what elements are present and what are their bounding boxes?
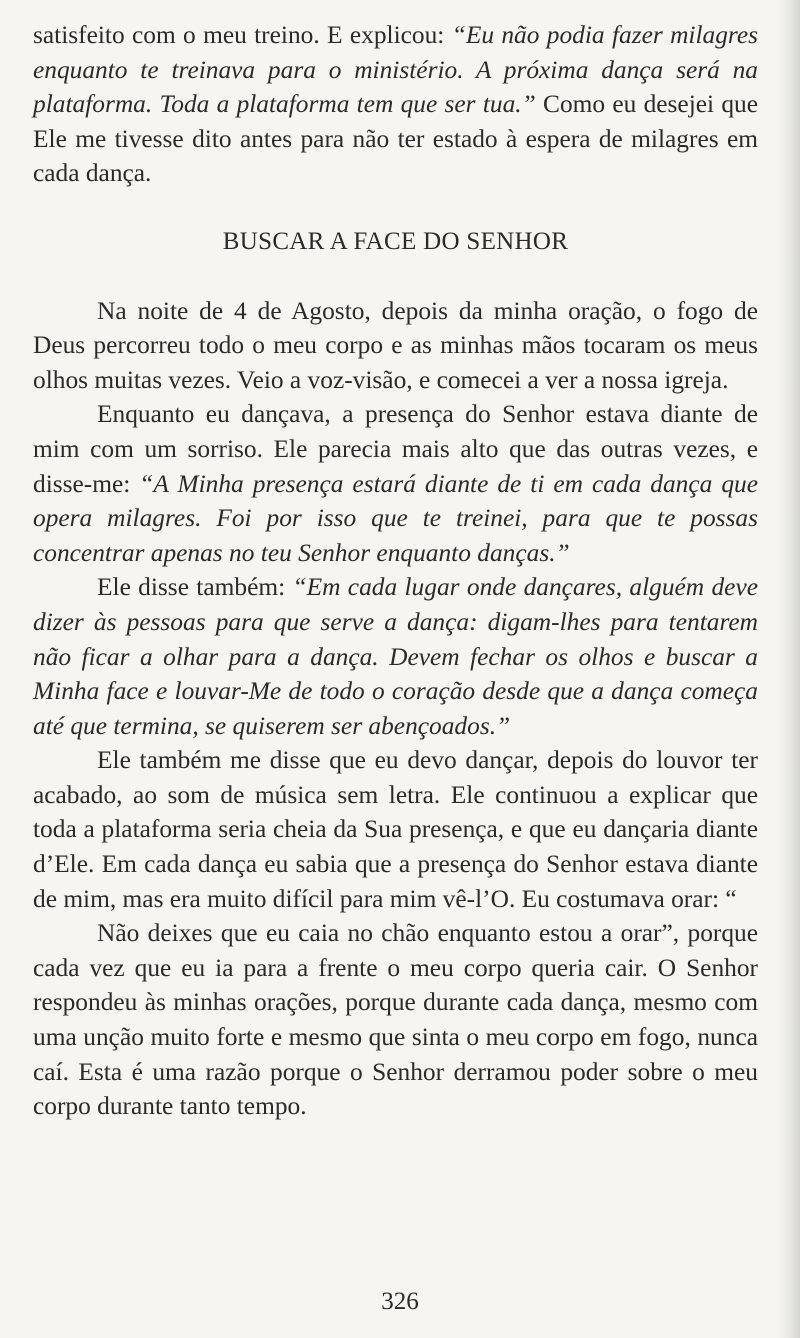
paragraph: [33, 743, 758, 916]
paragraph-text: satisfeito com o meu treino. E explicou:: [33, 21, 452, 49]
book-page-body: [33, 18, 758, 1124]
page-number: 326: [381, 1288, 419, 1315]
paragraph: [33, 397, 758, 570]
paragraph-text: Ele disse também:: [97, 573, 293, 602]
paragraph-text: Como eu desejei que Ele me tivesse dito antes para não ter estado à espera de milagres em cada dança.: [33, 90, 758, 188]
paragraph: [33, 570, 758, 743]
paragraph-text: Enquanto eu dançava, a presença do Senhor estava diante de mim com um sorriso. Ele parecia mais alto que das outras vezes, e disse-me:: [33, 400, 758, 498]
paragraph: [33, 294, 758, 398]
page-gutter-shadow: [778, 0, 800, 1338]
paragraph: [33, 916, 758, 1124]
paragraph-text: Na noite de 4 de Agosto, depois da minha oração, o fogo de Deus percorreu todo o meu corpo e as minhas mãos tocaram os meus olhos muitas vezes. Veio a voz-visão, e comecei a ver a nossa igreja.: [33, 296, 758, 394]
paragraph-text: BUSCAR A FACE DO SENHOR: [222, 227, 569, 255]
paragraph-text: Não deixes que eu caia no chão enquanto estou a orar”, porque cada vez que eu ia para a frente o meu corpo queria cair. O Senhor respondeu às minhas orações, porque durante cada dança, mesmo com uma unção muito forte e mesmo que sinta o meu corpo em fogo, nunca caí. Esta é uma razão porque o Senhor derramou poder sobre o meu corpo durante tanto tempo.: [33, 919, 758, 1121]
quoted-speech-text: “A Minha presença estará diante de ti em cada dança que opera milagres. Foi por isso que te treinei, para que te possas concentrar apenas no teu Senhor enquanto danças.”: [33, 469, 758, 567]
paragraph-continuation: [33, 18, 758, 191]
section-heading: [33, 225, 758, 260]
quoted-speech-text: “Eu não podia fazer milagres enquanto te treinava para o ministério. A próxima dança será na plataforma. Toda a plataforma tem que ser tua.”: [33, 21, 758, 119]
quoted-speech-text: “Em cada lugar onde dançares, alguém deve dizer às pessoas para que serve a dança: digam-lhes para tentarem não ficar a olhar para a dança. Devem fechar os olhos e buscar a Minha face e louvar-Me de todo o coração desde que a dança começa até que termina, se quiserem ser abençoados.”: [33, 573, 758, 740]
paragraph-text: Ele também me disse que eu devo dançar, depois do louvor ter acabado, ao som de música sem letra. Ele continuou a explicar que toda a plataforma seria cheia da Sua presença, e que eu dançaria diante d’Ele. Em cada dança eu sabia que a presença do Senhor estava diante de mim, mas era muito difícil para mim vê-l’O. Eu costumava orar: “: [33, 746, 758, 913]
